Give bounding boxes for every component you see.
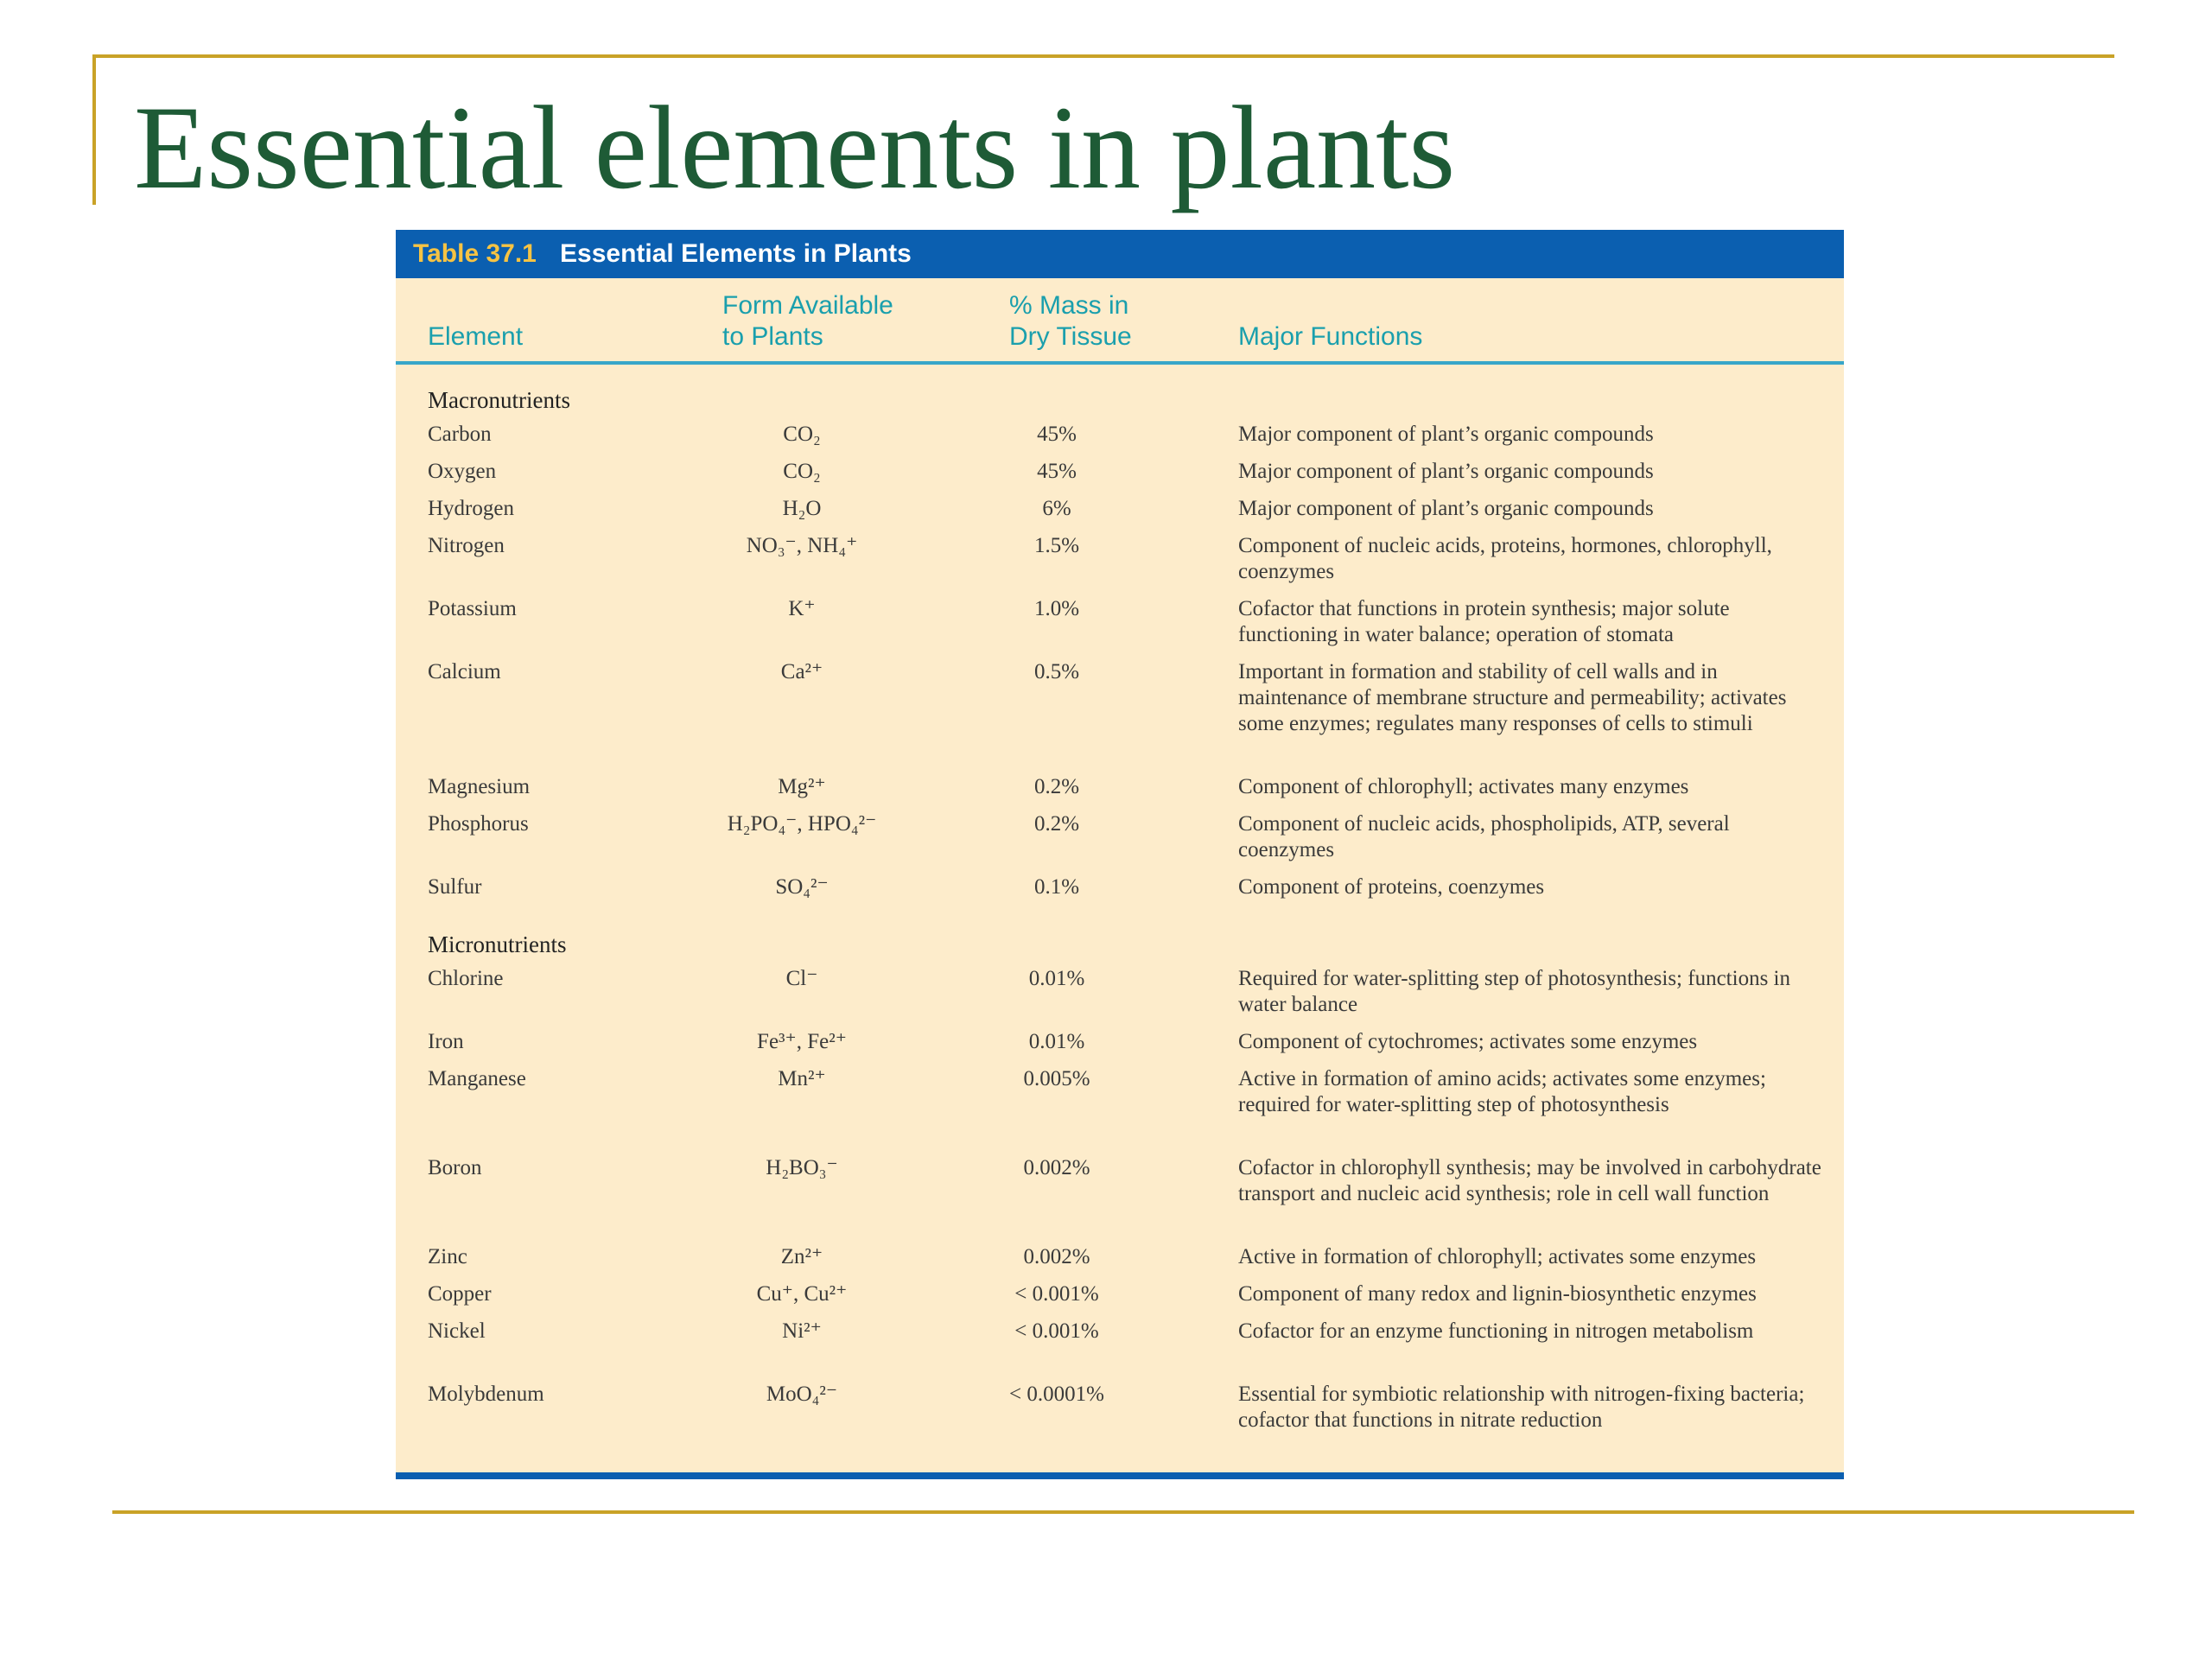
cell-element: Manganese	[428, 1067, 526, 1090]
cell-functions: Cofactor that functions in protein synthesis; major solute functioning in water balance; operation of stomata	[1238, 597, 1730, 646]
cell-mass: 0.005%	[1023, 1067, 1090, 1090]
cell-element: Boron	[428, 1156, 482, 1179]
table-caption-bar	[396, 230, 1844, 278]
header-mass-line1: % Mass in	[1009, 291, 1129, 320]
section-label-micronutrients: Micronutrients	[428, 931, 567, 957]
cell-element: Hydrogen	[428, 497, 514, 520]
cell-form: Cl⁻	[785, 967, 818, 990]
cell-form: K⁺	[788, 597, 816, 620]
cell-mass: < 0.001%	[1014, 1282, 1099, 1306]
cell-form: NO₃⁻, NH₄⁺	[746, 534, 858, 557]
cell-mass: 6%	[1042, 497, 1071, 520]
cell-form: Fe³⁺, Fe²⁺	[757, 1030, 847, 1053]
section-label-macronutrients: Macronutrients	[428, 387, 570, 413]
cell-mass: < 0.0001%	[1009, 1382, 1104, 1406]
header-mass	[1009, 290, 1132, 353]
cell-functions: Component of many redox and lignin-biosynthetic enzymes	[1238, 1282, 1757, 1306]
cell-form: SO₄²⁻	[775, 875, 829, 899]
cell-element: Iron	[428, 1030, 464, 1053]
cell-element: Calcium	[428, 660, 501, 683]
cell-mass: 45%	[1037, 423, 1077, 446]
header-form	[722, 290, 893, 353]
cell-form: H₂PO₄⁻, HPO₄²⁻	[727, 812, 877, 836]
cell-functions: Essential for symbiotic relationship with nitrogen-fixing bacteria; cofactor that functions in nitrate reduction	[1238, 1382, 1805, 1432]
header-form-line1: Form Available	[722, 291, 893, 320]
cell-mass: 0.5%	[1033, 660, 1080, 683]
cell-mass: 0.01%	[1028, 967, 1085, 990]
header-functions: Major Functions	[1238, 322, 1423, 351]
cell-functions: Cofactor for an enzyme functioning in nitrogen metabolism	[1238, 1319, 1754, 1343]
bottom-rule	[112, 1510, 2134, 1514]
slide-title: Essential elements in plants	[134, 81, 1456, 213]
header-mass-line2: Dry Tissue	[1009, 322, 1132, 351]
cell-element: Carbon	[428, 423, 492, 446]
cell-functions: Active in formation of amino acids; activates some enzymes; required for water-splitting step of photosynthesis	[1238, 1067, 1766, 1116]
cell-mass: 0.2%	[1033, 775, 1080, 798]
cell-form: Ni²⁺	[782, 1319, 822, 1343]
cell-functions: Major component of plant’s organic compounds	[1238, 497, 1654, 520]
cell-element: Sulfur	[428, 875, 482, 899]
header-form-line2: to Plants	[722, 322, 823, 351]
cell-form: H₂BO₃⁻	[766, 1156, 838, 1179]
cell-form: Cu⁺, Cu²⁺	[756, 1282, 848, 1306]
cell-element: Nickel	[428, 1319, 486, 1343]
cell-element: Nitrogen	[428, 534, 505, 557]
cell-mass: 0.002%	[1023, 1245, 1090, 1268]
cell-functions: Active in formation of chlorophyll; activates some enzymes	[1238, 1245, 1757, 1268]
cell-element: Magnesium	[428, 775, 531, 798]
cell-form: CO₂	[783, 460, 821, 483]
cell-functions: Component of chlorophyll; activates many enzymes	[1238, 775, 1689, 798]
cell-form: Zn²⁺	[780, 1245, 823, 1268]
cell-element: Copper	[428, 1282, 492, 1306]
cell-functions: Component of nucleic acids, phospholipids, ATP, several coenzymes	[1238, 812, 1730, 861]
cell-form: MoO₄²⁻	[766, 1382, 838, 1406]
cell-mass: 1.5%	[1033, 534, 1080, 557]
cell-form: H₂O	[782, 497, 822, 520]
header-divider	[396, 361, 1844, 365]
cell-mass: 45%	[1037, 460, 1077, 483]
cell-element: Potassium	[428, 597, 517, 620]
cell-functions: Cofactor in chlorophyll synthesis; may be involved in carbohydrate transport and nucleic acid synthesis; role in cell wall function	[1238, 1156, 1821, 1205]
cell-mass: 0.002%	[1023, 1156, 1090, 1179]
left-rule	[92, 54, 96, 205]
table-footer-bar	[396, 1472, 1844, 1479]
cell-functions: Required for water-splitting step of photosynthesis; functions in water balance	[1238, 967, 1790, 1016]
cell-element: Molybdenum	[428, 1382, 544, 1406]
cell-mass: 1.0%	[1033, 597, 1080, 620]
cell-functions: Important in formation and stability of cell walls and in maintenance of membrane structure and permeability; activates some enzymes; regulates many responses of cells to stimuli	[1238, 660, 1787, 735]
cell-element: Oxygen	[428, 460, 497, 483]
cell-mass: 0.2%	[1033, 812, 1080, 836]
cell-functions: Major component of plant’s organic compounds	[1238, 460, 1654, 483]
cell-form: Ca²⁺	[780, 660, 823, 683]
header-element: Element	[428, 322, 524, 351]
top-rule	[92, 54, 2114, 58]
cell-form: CO₂	[783, 423, 821, 446]
cell-functions: Component of nucleic acids, proteins, hormones, chlorophyll, coenzymes	[1238, 534, 1772, 583]
table-number: Table 37.1	[413, 239, 537, 268]
cell-element: Chlorine	[428, 967, 504, 990]
cell-form: Mg²⁺	[778, 775, 826, 798]
cell-form: Mn²⁺	[778, 1067, 826, 1090]
table-caption: Essential Elements in Plants	[560, 239, 912, 268]
cell-functions: Major component of plant’s organic compounds	[1238, 423, 1654, 446]
cell-functions: Component of cytochromes; activates some enzymes	[1238, 1030, 1698, 1053]
cell-mass: 0.1%	[1033, 875, 1080, 899]
cell-mass: 0.01%	[1028, 1030, 1085, 1053]
cell-functions: Component of proteins, coenzymes	[1238, 875, 1545, 899]
elements-table	[396, 230, 1844, 1479]
cell-element: Phosphorus	[428, 812, 529, 836]
cell-element: Zinc	[428, 1245, 467, 1268]
cell-mass: < 0.001%	[1014, 1319, 1099, 1343]
